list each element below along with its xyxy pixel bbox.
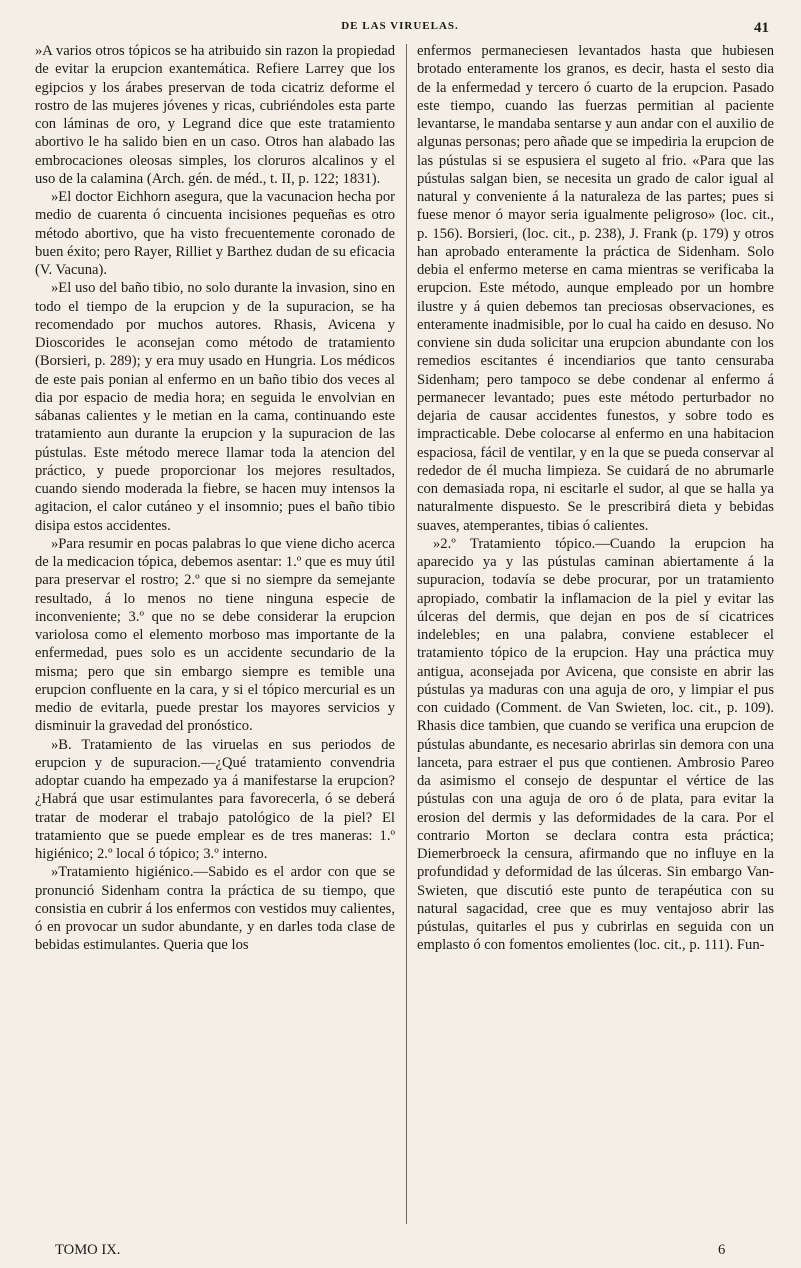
right-column xyxy=(417,42,774,1242)
paragraph: »Tratamiento higiénico.—Sabido es el ardor con que se pronunció Sidenham contra la práctica de su tiempo, que consistia en cubrir á los enfermos con vestidos muy calientes, ó en provocar un sudor abundante, y en darles toda clase de bebidas estimulantes. Queria que los xyxy=(35,864,395,954)
paragraph: »El uso del baño tibio, no solo durante la invasion, sino en todo el tiempo de la erupcion y de la supuracion, se ha recomendado por muchos autores. Rhasis, Avicena y Dioscorides le aconsejan como método de tratamiento (Borsieri, p. 289); y era muy usado en Hungria. Los médicos de este pais ponian al enfermo en un baño tibio dos veces al dia por espacio de media hora; en seguida le envolvian en sábanas calientes y le metian en la cama, continuando este tratamiento aun durante la erupcion y la supuracion de las pústulas. Este método merece llamar toda la atencion del práctico, y puede proporcionar los mejores resultados, cuando siendo moderada la fiebre, se hacen muy intensos la agitacion, el calor cutáneo y el insomnio; pues el baño tibio disipa estos accidentes. xyxy=(35,280,395,534)
running-title: DE LAS VIRUELAS. xyxy=(341,20,459,32)
paragraph: »2.º Tratamiento tópico.—Cuando la erupcion ha aparecido ya y las pústulas caminan abiertamente á la supuracion, todavía se debe procurar, por un tratamiento apropiado, combatir la inflamacion de la piel y evitar las úlceras del dermis, que dejan en pos de sí cicatrices indelebles; en una palabra, conviene establecer el tratamiento tópico de la erupcion. Hay una práctica muy antigua, aconsejada por Avicena, que consiste en abrir las pústulas ya maduras con una aguja de oro, y limpiar el pus con cuidado (Comment. de Van Swieten, loc. cit., p. 109). Rhasis dice tambien, que cuando se verifica una erupcion de pústulas abundante, es necesario abrirlas sin demora con una lanceta, para estraer el pus que contienen. Ambrosio Pareo da asimismo el consejo de despuntar el vértice de las pústulas con una aguja de oro ó de plata, para evitar la erosion del dermis y las deformidades de la cara. Por el contrario Morton se declara contra esta práctica; Diemerbroeck la censura, afirmando que no influye en la profundidad y deformidad de las úlceras. Sin embargo Van-Swieten, que discutió este punto de terapéutica con su natural sagacidad, cree que es muy ventajoso abrir las pústulas, quitarles el pus y cubrirlas en seguida con un emplasto ó con fomentos emolientes (loc. cit., p. 111). Fun- xyxy=(417,535,774,954)
paragraph: »Para resumir en pocas palabras lo que viene dicho acerca de la medicacion tópica, debemos asentar: 1.º que es muy útil para preservar el rostro; 2.º que si no siempre da semejante resultado, á lo menos no tiene ninguna especie de inconveniente; 3.º que no se debe considerar la erupcion variolosa como el elemento morboso mas importante de la enfermedad, pues solo es un accidente secundario de la misma; pero que sin embargo siempre es temible una erupcion confluente en la cara, y si el tópico mercurial es un medio de evitarla, puede prestar los mayores servicios y disminuir la gravedad del pronóstico. xyxy=(35,535,395,735)
paragraph: »B. Tratamiento de las viruelas en sus periodos de erupcion y de supuracion.—¿Qué tratamiento convendria adoptar cuando ha empezado ya á manifestarse la erupcion? ¿Habrá que usar estimulantes para favorecerla, ó se deberá tratar de moderar el trabajo patológico de la piel? El tratamiento que se puede emplear es de tres maneras: 1.º higiénico; 2.º local ó tópico; 3.º interno. xyxy=(35,736,395,862)
signature-mark: 6 xyxy=(718,1242,726,1258)
column-divider xyxy=(406,44,407,1224)
volume-label: TOMO IX. xyxy=(55,1242,121,1258)
left-column xyxy=(35,42,395,1242)
paragraph: enfermos permaneciesen levantados hasta que hubiesen brotado enteramente los granos, es decir, hasta el sesto dia de la enfermedad y tercero ó cuarto de la erupcion. Pasado este tiempo, cuando las fuerzas permitian al paciente levantarse, le mandaba sentarse y aun andar con el auxilio de algunas personas; pero añade que se impediria la erupcion de las pústulas si se espusiera el sugeto al frio. «Para que las pústulas salgan bien, se necesita un grado de calor igual al natural y conveniente á la naturaleza de las partes; pues si fuese menor ó mayor seria igualmente peligroso» (loc. cit., p. 156). Borsieri, (loc. cit., p. 238), J. Frank (p. 179) y otros han aprobado enteramente la práctica de Sidenham. Solo debia el enfermo meterse en cama mientras se verificaba la erupcion. Este método, aunque empleado por un hombre ilustre y á quien debemos tan preciosas observaciones, es enteramente inadmisible, por lo cual ha caido en desuso. No conviene sin duda solicitar una erupcion abundante con los remedios escitantes é incendiarios que tanto censuraba Sidenham; pero tampoco se debe condenar al enfermo á permanecer levantado; pues este método perturbador no dejaria de causar accidentes funestos, y sobre todo es impracticable. Debe colocarse al enfermo en una habitacion espaciosa, fácil de ventilar, y en la que se pueda conservar al rededor de él mucha limpieza. Se cuidará de no abrumarle con demasiada ropa, ni escitarle el sudor, al que se halla ya naturalmente dispuesto. Se le prescribirá dieta y bebidas suaves, atemperantes, tibias ó calientes. xyxy=(417,43,774,534)
page-number: 41 xyxy=(754,20,769,36)
paragraph: »El doctor Eichhorn asegura, que la vacunacion hecha por medio de cuarenta ó cincuenta incisiones pequeñas es otro método abortivo, que ha visto frecuentemente coronado de buen éxito; pero Rayer, Rilliet y Barthez dudan de su eficacia (V. Vacuna). xyxy=(35,189,395,278)
paragraph: »A varios otros tópicos se ha atribuido sin razon la propiedad de evitar la erupcion exantemática. Refiere Larrey que los egipcios y los árabes preservan de toda cicatriz deforme el rostro de las mujeres jóvenes y ricas, cubriéndoles esta parte con láminas de oro, y Legrand dice que este tratamiento abortivo le ha salido bien en un caso. Otros han alabado las embrocaciones oleosas simples, los cloruros alcalinos y el uso de la calamina (Arch. gén. de méd., t. II, p. 122; 1831). xyxy=(35,43,395,187)
running-head xyxy=(0,20,801,40)
